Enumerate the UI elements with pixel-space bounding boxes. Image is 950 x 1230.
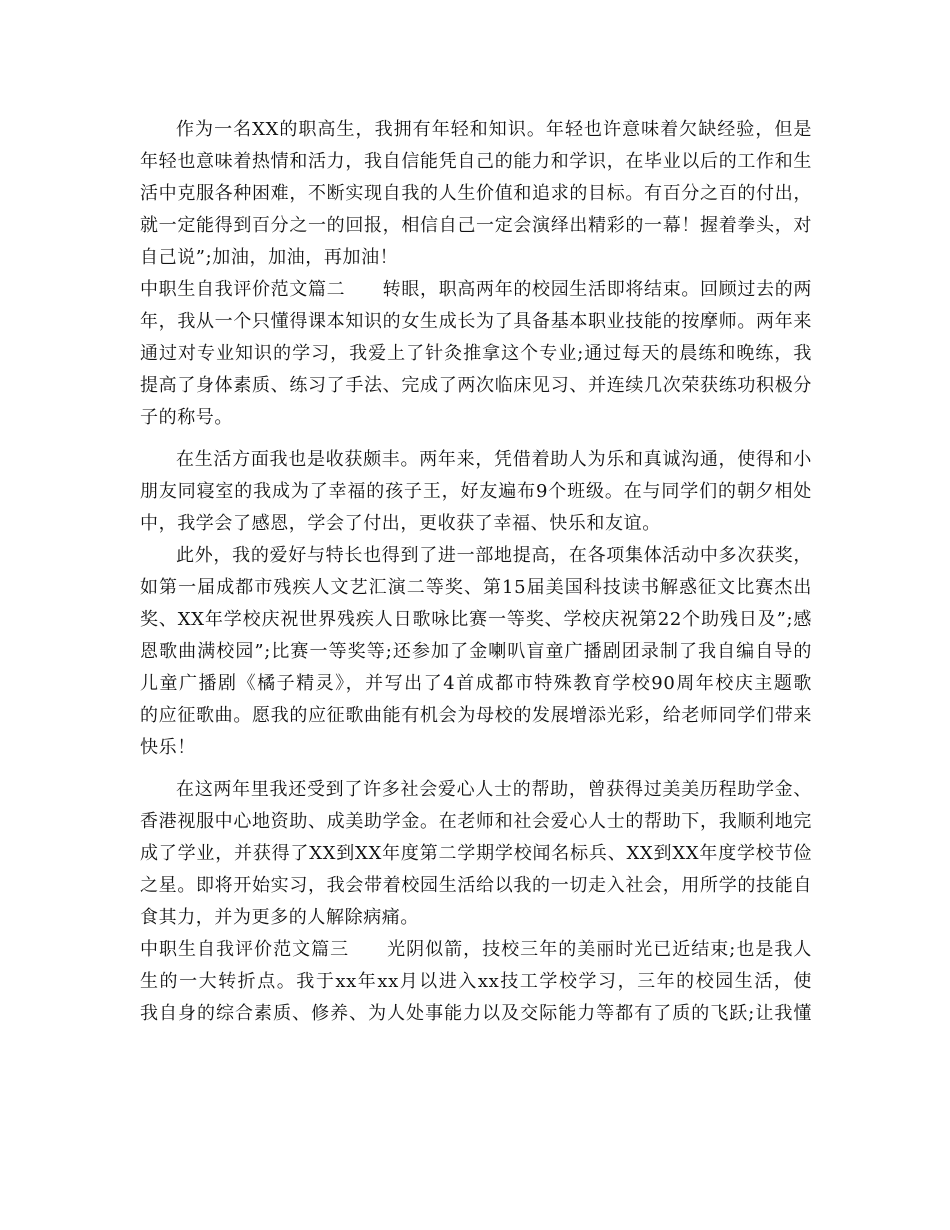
text-line: 自己说”;加油，加油，再加油！ [140,247,399,268]
text-line: 在这两年里我还受到了许多社会爱心人士的帮助，曾获得过美美历程助学金、 [176,779,812,800]
text-line: 奖、XX年学校庆祝世界残疾人日歌咏比赛一等奖、学校庆祝第22个助残日及”;感 [140,609,812,630]
text-line: 年，我从一个只懂得课本知识的女生成长为了具备基本职业技能的按摩师。两年来 [140,311,812,332]
text-line: 香港视服中心地资助、成美助学金。在老师和社会爱心人士的帮助下，我顺利地完 [140,811,812,832]
text-line: 食其力，并为更多的人解除病痛。 [140,907,419,928]
text-line: 作为一名XX的职高生，我拥有年轻和知识。年轻也许意味着欠缺经验，但是 [176,119,812,140]
text-line: 此外，我的爱好与特长也得到了进一部地提高，在各项集体活动中多次获奖， [176,545,812,566]
text-line: 提高了身体素质、练习了手法、完成了两次临床见习、并连续几次荣获练功积极分 [140,375,812,396]
text-line: 儿童广播剧《橘子精灵》，并写出了4首成都市特殊教育学校90周年校庆主题歌 [140,673,812,694]
section-heading-line: 中职生自我评价范文篇三 光阴似箭，技校三年的美丽时光已近结束;也是我人 [140,939,812,960]
text-line: 就一定能得到百分之一的回报，相信自己一定会演绎出精彩的一幕！握着拳头，对 [140,215,812,236]
text-line: 如第一届成都市残疾人文艺汇演二等奖、第15届美国科技读书解惑征文比赛杰出 [140,577,812,598]
text-line: 朋友同寝室的我成为了幸福的孩子王，好友遍布9个班级。在与同学们的朝夕相处 [140,481,812,502]
text-line: 年轻也意味着热情和活力，我自信能凭自己的能力和学识，在毕业以后的工作和生 [140,151,812,172]
text-line: 子的称号。 [140,407,233,428]
text-line: 成了学业，并获得了XX到XX年度第二学期学校闻名标兵、XX到XX年度学校节俭 [140,843,812,864]
text-line: 中，我学会了感恩，学会了付出，更收获了幸福、快乐和友谊。 [140,513,661,534]
section-heading-line: 中职生自我评价范文篇二 转眼，职高两年的校园生活即将结束。回顾过去的两 [140,279,812,300]
text-line: 活中克服各种困难，不断实现自我的人生价值和追求的目标。有百分之百的付出， [140,183,812,204]
text-line: 快乐！ [140,737,196,758]
text-line: 之星。即将开始实习，我会带着校园生活给以我的一切走入社会，用所学的技能自 [140,875,812,896]
text-line: 通过对专业知识的学习，我爱上了针灸推拿这个专业;通过每天的晨练和晚练，我 [140,343,812,364]
text-line: 在生活方面我也是收获颇丰。两年来，凭借着助人为乐和真诚沟通，使得和小 [176,449,812,470]
text-line: 我自身的综合素质、修养、为人处事能力以及交际能力等都有了质的飞跃;让我懂 [140,1003,812,1024]
text-line: 的应征歌曲。愿我的应征歌曲能有机会为母校的发展增添光彩，给老师同学们带来 [140,705,812,726]
text-line: 生的一大转折点。我于xx年xx月以进入xx技工学校学习，三年的校园生活，使 [140,971,812,992]
text-line: 恩歌曲满校园”;比赛一等奖等;还参加了金喇叭盲童广播剧团录制了我自编自导的 [140,641,812,662]
